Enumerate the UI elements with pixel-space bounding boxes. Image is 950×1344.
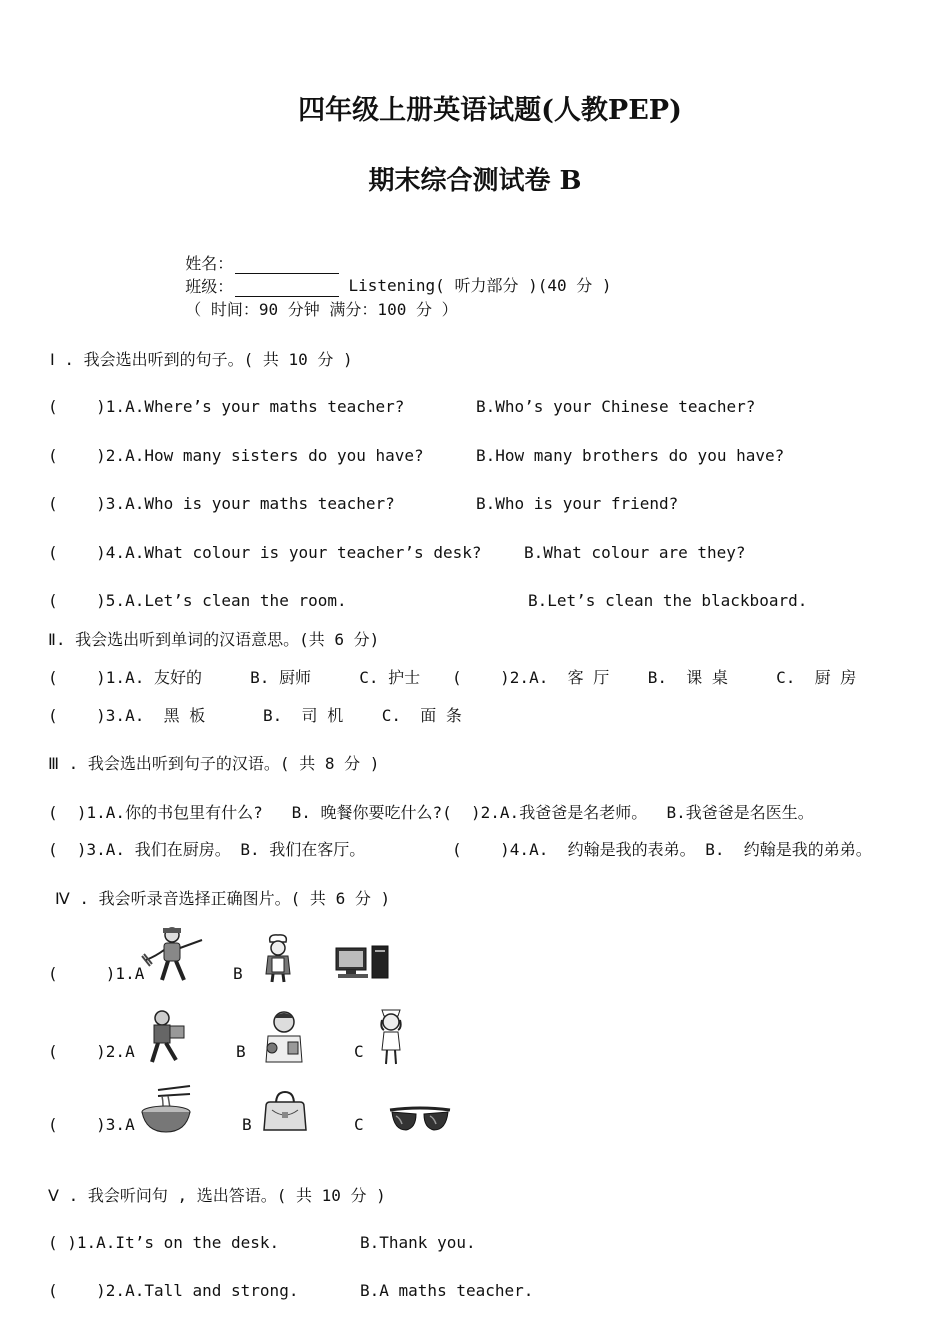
s2-row1-left: ( )1.A. 友好的 B. 厨师 C. 护士 <box>48 668 421 687</box>
s1-q3-b: B.Who is your friend? <box>476 494 679 513</box>
s1-q3-a: ( )3.A.Who is your maths teacher? <box>48 494 395 513</box>
s4-q3-label: ( )3.A <box>48 1115 135 1134</box>
s1-q1-b: B.Who’s your Chinese teacher? <box>476 397 756 416</box>
section-3-heading: Ⅲ . 我会选出听到句子的汉语。( 共 8 分 ) <box>48 754 380 773</box>
listening-heading: Listening( 听力部分 )(40 分 ) <box>348 276 612 295</box>
bag-picture <box>262 1090 308 1134</box>
s5-q1-b: B.Thank you. <box>360 1233 476 1252</box>
s1-q4-a: ( )4.A.What colour is your teacher’s desk? <box>48 543 482 562</box>
s3-row1: ( )1.A.你的书包里有什么? B. 晚餐你要吃什么?( )2.A.我爸爸是名老师。 B.我爸爸是名医生。 <box>48 803 814 822</box>
glasses-picture <box>388 1104 452 1136</box>
s5-q2-b: B.A maths teacher. <box>360 1281 534 1300</box>
s1-q1-a: ( )1.A.Where’s your maths teacher? <box>48 397 405 416</box>
page-subtitle: 期末综合测试卷 B <box>368 166 582 196</box>
noodles-picture <box>140 1084 194 1136</box>
s4-q1-b: B <box>233 964 243 983</box>
postman-picture <box>146 1008 190 1066</box>
s2-row1-right: ( )2.A. 客 厅 B. 课 桌 C. 厨 房 <box>452 668 857 687</box>
s3-row2-right: ( )4.A. 约翰是我的表弟。 B. 约翰是我的弟弟。 <box>452 840 872 859</box>
s4-q1-label: ( )1.A <box>48 964 145 983</box>
s2-row2: ( )3.A. 黑 板 B. 司 机 C. 面 条 <box>48 706 462 725</box>
s1-q4-b: B.What colour are they? <box>524 543 746 562</box>
s4-q2-b: B <box>236 1042 246 1061</box>
s4-q2-label: ( )2.A <box>48 1042 135 1061</box>
time-info: （ 时间：90 分钟 满分：100 分 ） <box>185 300 458 319</box>
s4-q3-b: B <box>242 1115 252 1134</box>
doctor-picture <box>260 1008 306 1064</box>
s4-q2-c: C <box>354 1042 364 1061</box>
s1-q2-a: ( )2.A.How many sisters do you have? <box>48 446 424 465</box>
section-2-heading: Ⅱ. 我会选出听到单词的汉语意思。(共 6 分) <box>48 630 380 649</box>
page-title: 四年级上册英语试题(人教PEP) <box>298 95 682 126</box>
s1-q2-b: B.How many brothers do you have? <box>476 446 785 465</box>
s1-q5-a: ( )5.A.Let’s clean the room. <box>48 591 347 610</box>
name-label: 姓名： <box>185 254 234 273</box>
name-blank[interactable] <box>235 255 339 274</box>
section-5-heading: Ⅴ . 我会听问句 , 选出答语。( 共 10 分 ) <box>48 1186 386 1205</box>
s3-row2-left: ( )3.A. 我们在厨房。 B. 我们在客厅。 <box>48 840 366 859</box>
s4-q3-c: C <box>354 1115 364 1134</box>
s5-q1-a: ( )1.A.It’s on the desk. <box>48 1233 280 1252</box>
section-4-heading: Ⅳ . 我会听录音选择正确图片。( 共 6 分 ) <box>55 889 391 908</box>
s5-q2-a: ( )2.A.Tall and strong. <box>48 1281 299 1300</box>
class-label: 班级： <box>185 277 234 296</box>
farmer-picture <box>138 926 208 986</box>
cook-picture <box>258 932 298 984</box>
computer-picture <box>334 942 392 982</box>
section-1-heading: Ⅰ . 我会选出听到的句子。( 共 10 分 ) <box>50 350 353 369</box>
nurse-picture <box>374 1004 408 1066</box>
s1-q5-b: B.Let’s clean the blackboard. <box>528 591 808 610</box>
